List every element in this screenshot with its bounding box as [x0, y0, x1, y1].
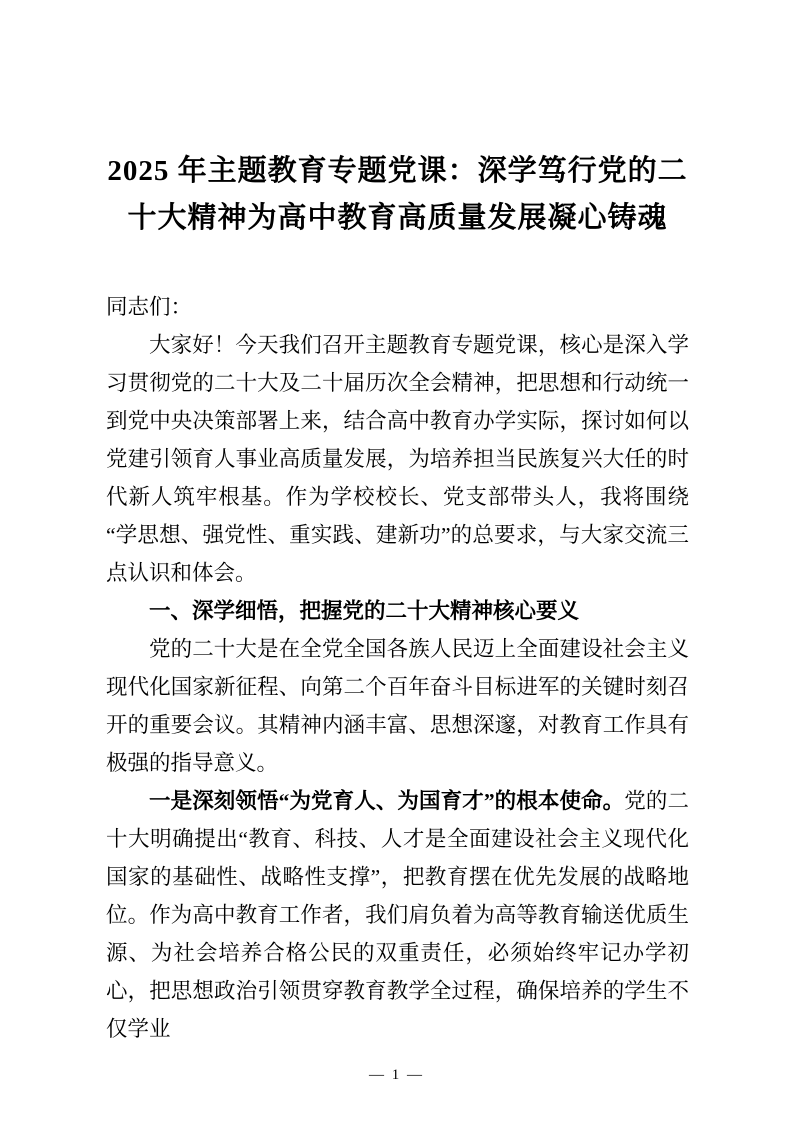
paragraph-section1-overview: 党的二十大是在全党全国各族人民迈上全面建设社会主义现代化国家新征程、向第二个百年奋斗目标进军的关键时刻召开的重要会议。其精神内涵丰富、思想深邃，对教育工作具有极强的指导意义。	[106, 637, 689, 775]
paragraph-point-1-lead: 一是深刻领悟“为党育人、为国育才”的根本使命。	[149, 789, 625, 813]
salutation: 同志们：	[106, 295, 193, 319]
section-heading-1: 一、深学细悟，把握党的二十大精神核心要义	[149, 599, 580, 623]
document-title: 2025 年主题教育专题党课：深学笃行党的二十大精神为高中教育高质量发展凝心铸魂	[107, 155, 688, 234]
paragraph-intro: 大家好！今天我们召开主题教育专题党课，核心是深入学习贯彻党的二十大及二十届历次全会精神，把思想和行动统一到党中央决策部署上来，结合高中教育办学实际，探讨如何以党建引领育人事业高质量发展，为培养担当民族复兴大任的时代新人筑牢根基。作为学校校长、党支部带头人，我将围绕“学思想、强党性、重实践、建新功”的总要求，与大家交流三点认识和体会。	[106, 333, 689, 585]
paragraph-point-1	[106, 782, 689, 1048]
page-number: — 1 —	[369, 1067, 424, 1083]
paragraph-point-1-text: 党的二十大明确提出“教育、科技、人才是全面建设社会主义现代化国家的基础性、战略性支撑”，把教育摆在优先发展的战略地位。作为高中教育工作者，我们肩负着为高等教育输送优质生源、为社会培养合格公民的双重责任，必须始终牢记办学初心，把思想政治引领贯穿教育教学全过程，确保培养的学生不仅学业	[106, 789, 689, 1041]
page-footer	[0, 1067, 793, 1084]
